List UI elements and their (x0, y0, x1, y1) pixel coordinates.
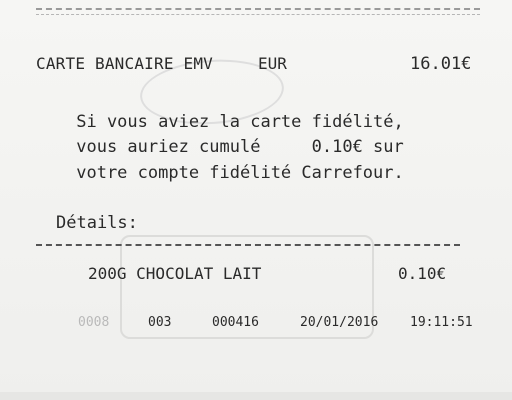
payment-amount: 16.01€ (410, 54, 472, 74)
top-dashed-rule (36, 8, 480, 12)
store-number: 0008 (78, 315, 110, 330)
item-name: 200G CHOCOLAT LAIT (88, 264, 262, 283)
loyalty-message-line-1: Si vous aviez la carte fidélité, (76, 112, 404, 132)
item-price: 0.10€ (398, 264, 447, 283)
loyalty-message-line-2: vous auriez cumulé 0.10€ sur (76, 137, 404, 157)
transaction-date: 20/01/2016 (300, 315, 379, 330)
details-dashed-rule (36, 244, 460, 246)
till-number: 003 (148, 315, 172, 330)
top-dashed-rule-secondary (36, 14, 480, 17)
receipt-bottom-edge (0, 392, 512, 400)
details-heading: Détails: (56, 213, 138, 233)
loyalty-message-line-3: votre compte fidélité Carrefour. (76, 163, 404, 183)
payment-currency: EUR (258, 54, 287, 73)
transaction-time: 19:11:51 (410, 315, 473, 330)
ticket-number: 000416 (212, 315, 259, 330)
payment-method: CARTE BANCAIRE EMV (36, 54, 213, 73)
